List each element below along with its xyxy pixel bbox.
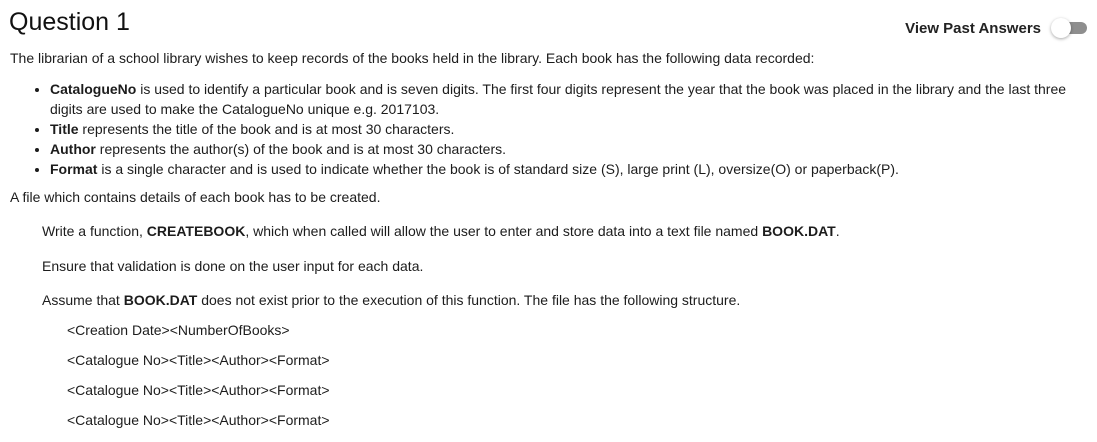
field-desc: is used to identify a particular book and is seven digits. The first four digits represent the year that the book was placed in the library and the last three digits are used to make the CatalogueNo unique e.g. 2017103. <box>50 81 1067 117</box>
structure-line: <Catalogue No><Title><Author><Format> <box>67 352 330 368</box>
structure-intro <box>42 292 740 308</box>
task-text: Write a function, <box>42 223 147 239</box>
list-item <box>50 139 1095 159</box>
question-intro: The librarian of a school library wishes to keep records of the books held in the library. Each book has the following data recorded: <box>10 50 815 66</box>
view-past-answers-label: View Past Answers <box>905 19 1041 37</box>
structure-line: <Catalogue No><Title><Author><Format> <box>67 412 330 428</box>
field-name: CatalogueNo <box>50 81 137 97</box>
validation-note: Ensure that validation is done on the user input for each data. <box>42 258 424 274</box>
field-desc: represents the author(s) of the book and is at most 30 characters. <box>95 141 506 157</box>
field-desc: is a single character and is used to indicate whether the book is of standard size (S), large print (L), oversize(O) or paperback(P). <box>97 161 899 177</box>
field-list <box>30 79 1095 179</box>
function-name: CREATEBOOK <box>146 223 246 239</box>
toggle-knob[interactable] <box>1051 18 1071 38</box>
structure-line: <Catalogue No><Title><Author><Format> <box>67 382 330 398</box>
view-past-answers-toggle[interactable] <box>1051 18 1087 38</box>
field-desc: represents the title of the book and is at most 30 characters. <box>78 121 455 137</box>
file-name: BOOK.DAT <box>123 292 198 308</box>
list-item <box>50 119 1095 139</box>
view-past-answers <box>905 18 1087 38</box>
task-text: , which when called will allow the user to enter and store data into a text file named <box>245 223 763 239</box>
task-text: Assume that <box>42 292 124 308</box>
field-name: Title <box>50 121 79 137</box>
field-name: Format <box>50 161 98 177</box>
task-instruction <box>42 223 840 239</box>
question-title: Question 1 <box>9 8 130 36</box>
list-item <box>50 159 1095 179</box>
field-name: Author <box>50 141 96 157</box>
file-name: BOOK.DAT <box>762 223 836 239</box>
task-text: . <box>835 223 840 239</box>
list-item <box>50 79 1095 119</box>
structure-line: <Creation Date><NumberOfBooks> <box>67 322 290 338</box>
file-statement: A file which contains details of each book has to be created. <box>10 189 381 205</box>
task-text: does not exist prior to the execution of this function. The file has the following structure. <box>197 292 741 308</box>
